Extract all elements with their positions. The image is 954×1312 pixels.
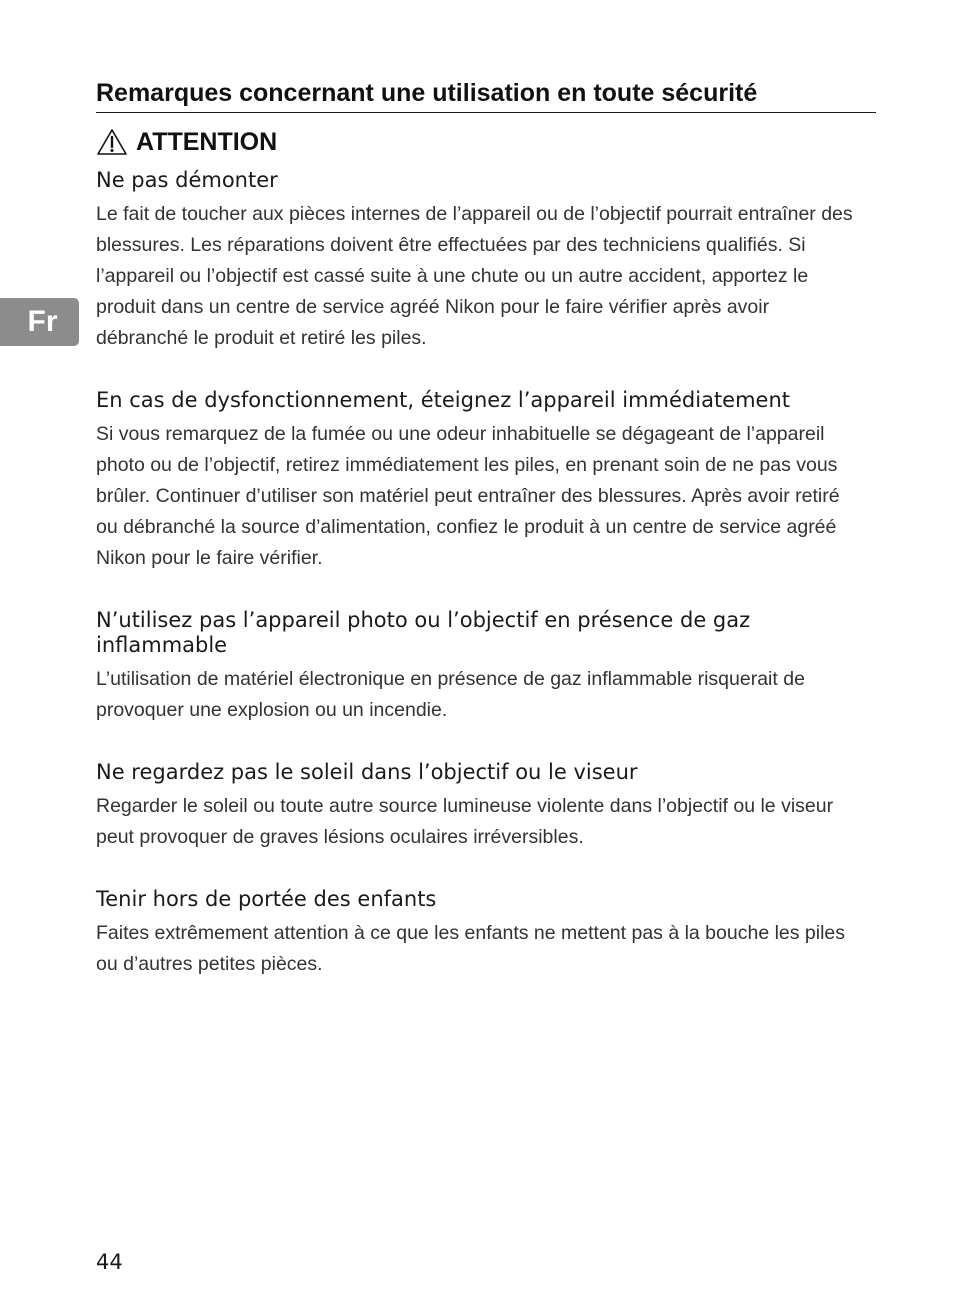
section-body: Regarder le soleil ou toute autre source lumineuse violente dans l’objectif ou le viseur peut provoquer de graves lésions oculaires irréversibles.	[96, 795, 834, 848]
attention-label: ATTENTION	[136, 128, 278, 156]
section-body: L’utilisation de matériel électronique en présence de gaz inflammable risquerait de provoquer une explosion ou un incendie.	[96, 668, 805, 721]
section-heading: Ne regardez pas le soleil dans l’objectif ou le viseur	[96, 760, 638, 784]
section-heading: En cas de dysfonctionnement, éteignez l’appareil immédiatement	[96, 388, 791, 412]
warning-triangle-icon	[96, 128, 128, 156]
section-body: Le fait de toucher aux pièces internes de l’appareil ou de l’objectif pourrait entraîner des blessures. Les réparations doivent être effectuées par des techniciens qualifiés. Si l’appareil ou l’objectif est cassé suite à une chute ou un autre accident, apportez le produit dans un centre de service agréé Nikon pour le faire vérifier après avoir débranché le produit et retiré les piles.	[96, 203, 853, 349]
page-content	[96, 76, 876, 980]
section-body: Si vous remarquez de la fumée ou une odeur inhabituelle se dégageant de l’appareil photo ou de l’objectif, retirez immédiatement les piles, en prenant soin de ne pas vous brûler. Continuer d’utiliser son matériel peut entraîner des blessures. Après avoir retiré ou débranché la source d’alimentation, confiez le produit à un centre de service agréé Nikon pour le faire vérifier.	[96, 423, 840, 569]
section-heading: Tenir hors de portée des enfants	[96, 887, 437, 911]
language-tab: Fr	[0, 298, 79, 346]
section-children	[96, 887, 876, 980]
section-malfunction	[96, 388, 876, 574]
section-disassembly	[96, 168, 876, 354]
section-flammable-gas	[96, 608, 876, 726]
page-title: Remarques concernant une utilisation en toute sécurité	[96, 76, 876, 113]
section-heading: N’utilisez pas l’appareil photo ou l’objectif en présence de gaz inflammable	[96, 608, 751, 657]
page-number: 44	[96, 1250, 123, 1274]
section-sun	[96, 760, 876, 853]
section-heading: Ne pas démonter	[96, 168, 278, 192]
attention-banner	[96, 125, 876, 159]
section-body: Faites extrêmement attention à ce que les enfants ne mettent pas à la bouche les piles ou d’autres petites pièces.	[96, 922, 846, 975]
